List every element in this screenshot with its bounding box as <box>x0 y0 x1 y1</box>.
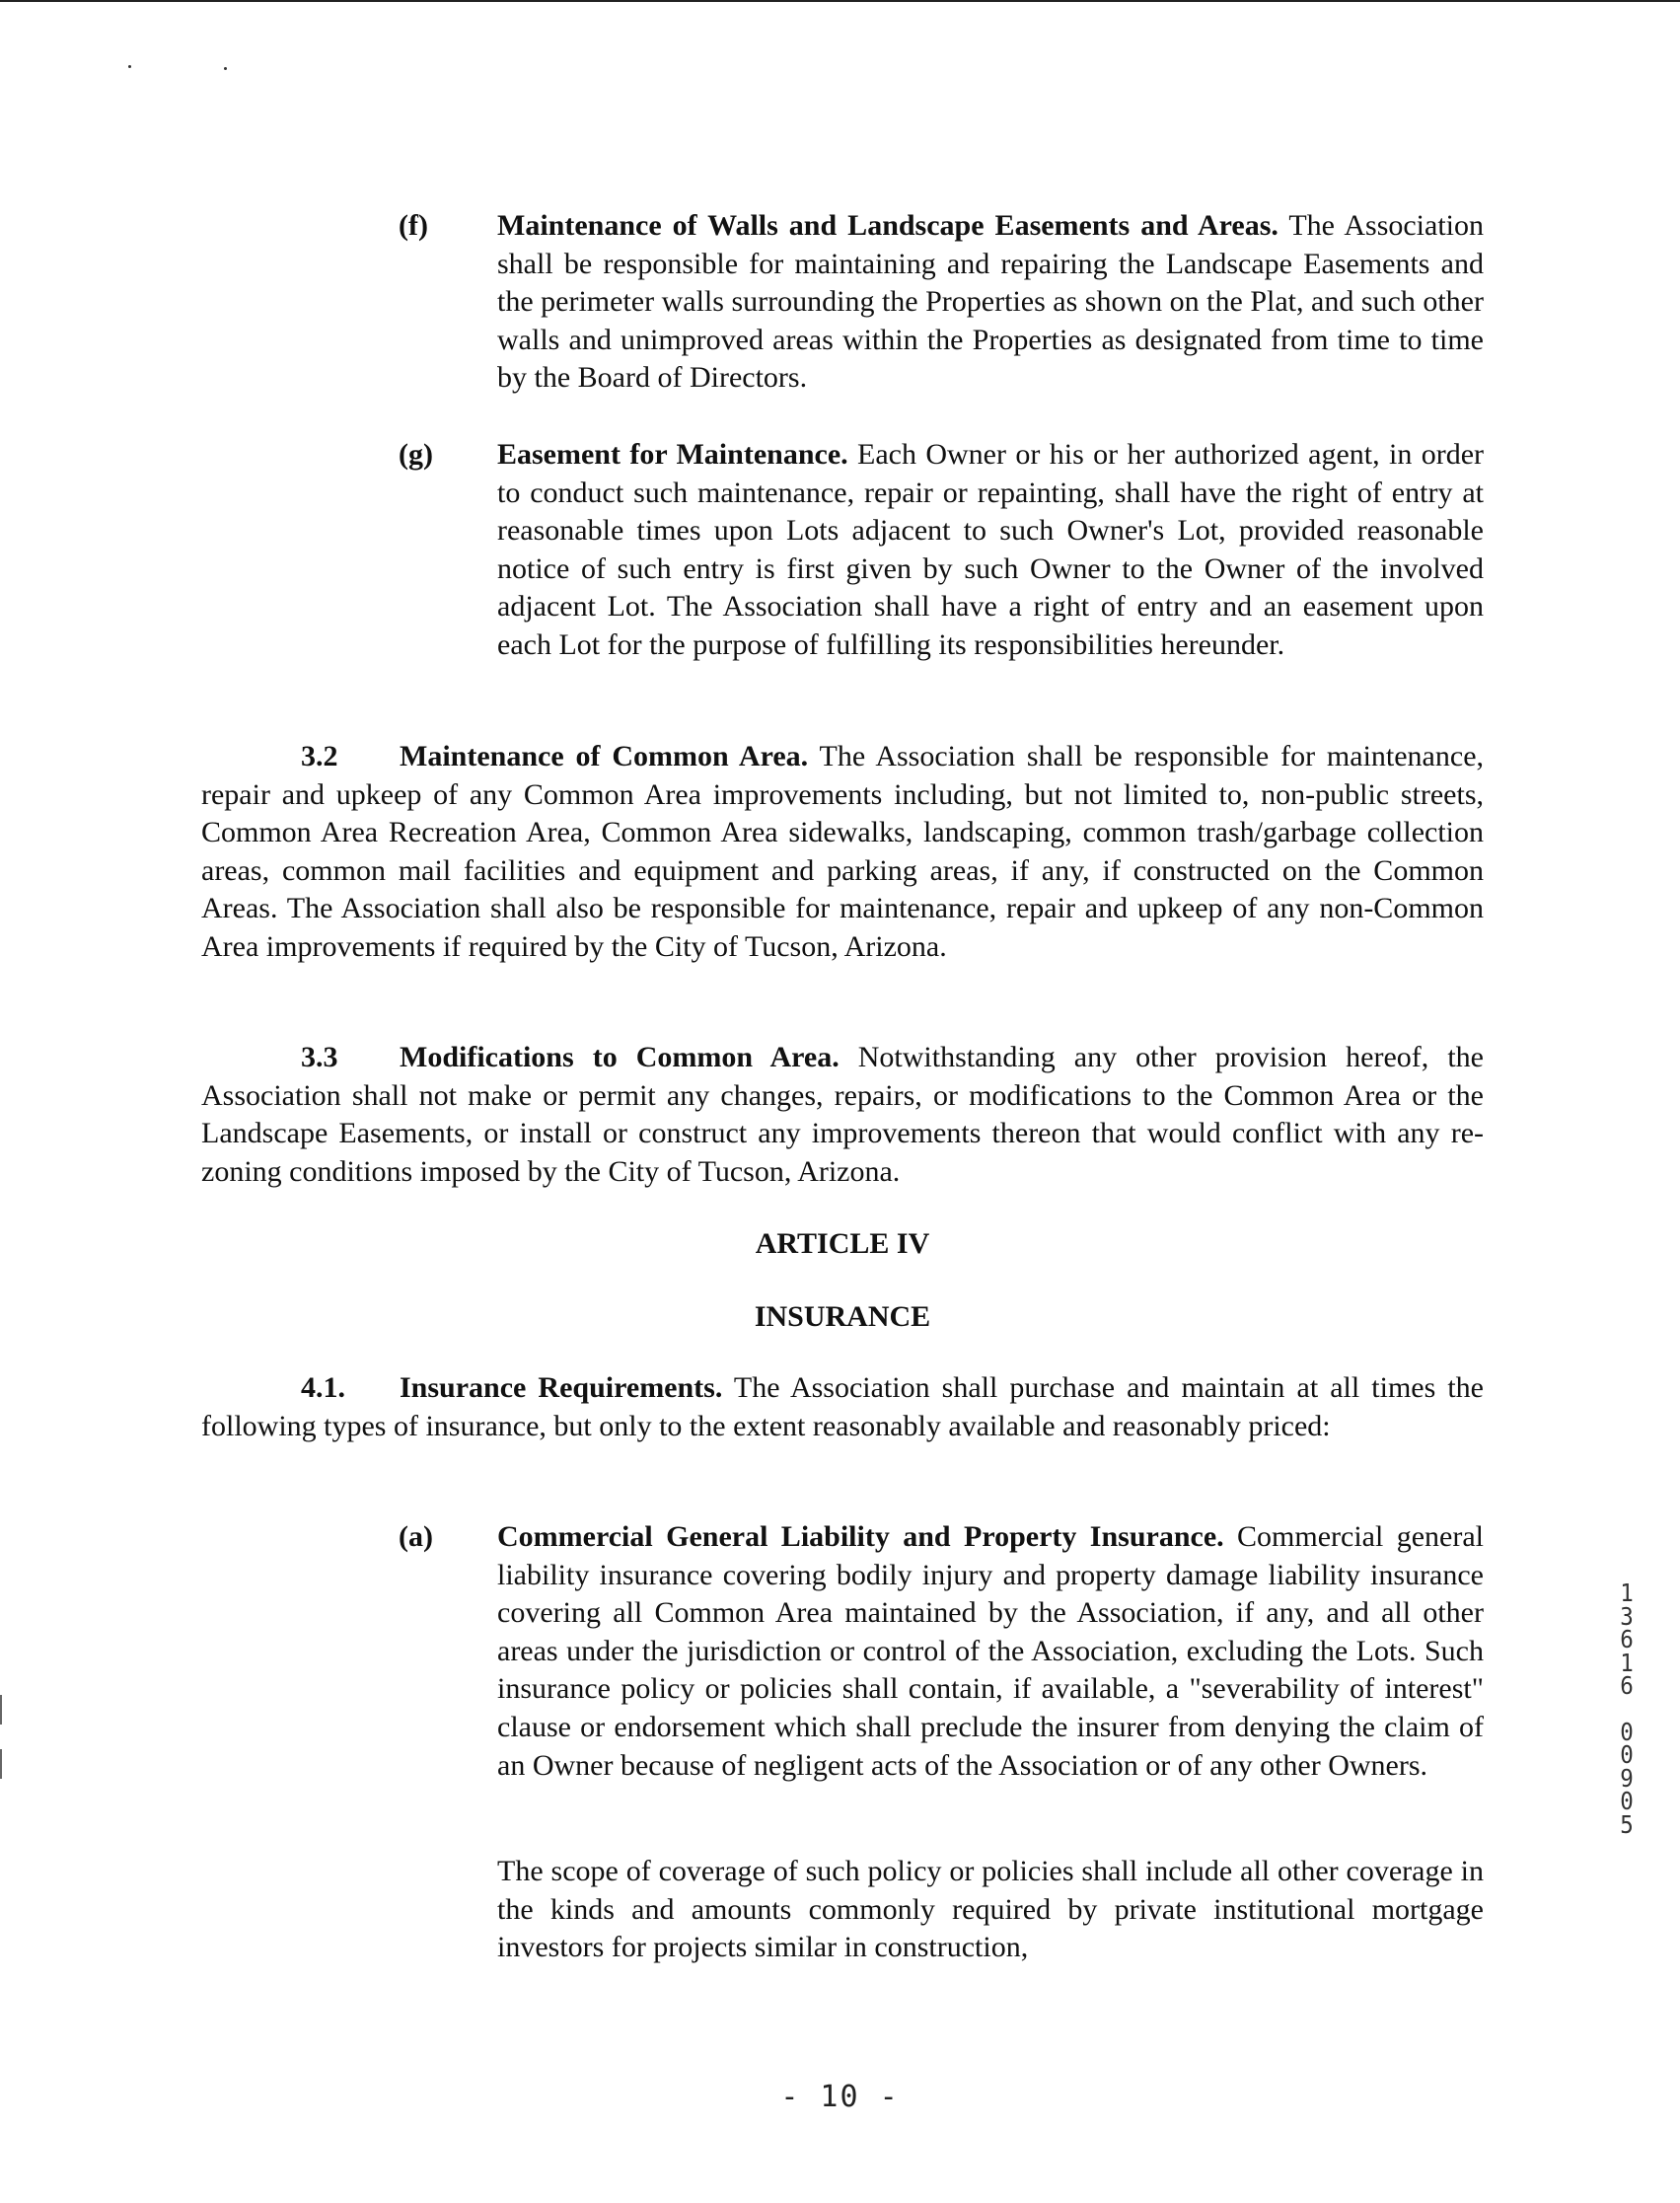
article-heading: ARTICLE IV <box>755 1227 930 1260</box>
section-text: The Association shall be responsible for maintenance, repair and upkeep of any Common Area improvements including, but not limited to, non-public streets, Common Area Recreation Area, Common Area sidewalks, landscaping, common trash/garbage collection areas, common mail facilities and equipment and parking areas, if any, if constructed on the Common Areas. The Association shall also be responsible for maintenance, repair and upkeep of any non-Common Area improvements if required by the City of Tucson, Arizona. <box>201 740 1485 963</box>
subsection-title: Easement for Maintenance. <box>497 438 848 471</box>
section-title: Modifications to Common Area. <box>400 1041 840 1073</box>
scan-edge-line <box>0 0 1680 2</box>
subsection-body <box>497 436 1484 665</box>
recording-digit: 0 <box>1620 1717 1634 1746</box>
section-text: Notwithstanding any other provision hereof, the Association shall not make or permit any changes, repairs, or modifications to the Common Area or the Landscape Easements, or install or construct any improvements thereon that would conflict with any re-zoning conditions imposed by the City of Tucson, Arizona. <box>201 1041 1484 1188</box>
coverage-paragraph: The scope of coverage of such policy or policies shall include all other coverage in the kinds and amounts commonly required by private institutional mortgage investors for projects similar in construction, <box>497 1855 1484 1964</box>
subsection-title: Commercial General Liability and Property Insurance. <box>497 1520 1224 1553</box>
recording-digit: 0 <box>1620 1787 1634 1815</box>
section-title: Insurance Requirements. <box>400 1371 723 1404</box>
section-number: 3.2 <box>301 740 338 772</box>
recording-digit: 5 <box>1620 1809 1634 1839</box>
subsection-label: (f) <box>399 209 428 242</box>
recording-digit: 6 <box>1620 1671 1634 1700</box>
section-title: Maintenance of Common Area. <box>400 740 809 772</box>
section-3-3 <box>201 1039 1484 1191</box>
section-text: The Association shall purchase and maintain at all times the following types of insurance, but only to the extent reasonably available and reasonably priced: <box>201 1371 1485 1442</box>
subsection-text: Commercial general liability insurance covering bodily injury and property damage liability insurance covering all Common Area maintained by the Association, if any, and all other areas under the jurisdiction or control of the Association, excluding the Lots. Such insurance policy or policies shall contain, if available, a "severability of interest" clause or endorsement which shall preclude the insurer from denying the claim of an Owner because of negligent acts of the Association or of any other Owners. <box>497 1520 1485 1782</box>
subsection-label: (g) <box>399 438 433 471</box>
section-number: 4.1. <box>301 1371 345 1404</box>
recording-digit: 0 <box>1620 1740 1634 1769</box>
subsection-g <box>399 436 1484 665</box>
article-subheading: INSURANCE <box>754 1300 931 1333</box>
subsection-body <box>497 1518 1484 1785</box>
scan-speck <box>224 67 227 70</box>
recording-digit: 6 <box>1620 1625 1634 1653</box>
recording-digit: 1 <box>1620 1648 1634 1677</box>
subsection-text: Each Owner or his or her authorized agent, in order to conduct such maintenance, repair or repainting, shall have the right of entry at reasonable times upon Lots adjacent to such Owner's Lot, provided reasonable notice of such entry is first given by such Owner to the Owner of the involved adjacent Lot. The Association shall have a right of entry and an easement upon each Lot for the purpose of fulfilling its responsibilities hereunder. <box>497 438 1484 661</box>
section-4-1 <box>201 1369 1484 1445</box>
recording-digit: 3 <box>1620 1601 1634 1631</box>
scan-speck <box>128 65 131 68</box>
page-number: - 10 - <box>780 2080 900 2114</box>
section-3-2 <box>201 738 1484 967</box>
subsection-title: Maintenance of Walls and Landscape Easements and Areas. <box>497 209 1278 242</box>
subsection-body <box>497 207 1484 398</box>
recording-digit: 9 <box>1620 1763 1634 1793</box>
subsection-label: (a) <box>399 1520 433 1553</box>
subsection-a <box>399 1518 1484 1785</box>
recording-digit: 1 <box>1620 1579 1634 1607</box>
scan-edge-mark <box>0 1749 2 1779</box>
section-number: 3.3 <box>301 1041 338 1073</box>
subsection-text: The Association shall be responsible for maintaining and repairing the Landscape Easements and the perimeter walls surrounding the Properties as shown on the Plat, and such other walls and unimproved areas within the Properties as designated from time to time by the Board of Directors. <box>497 209 1485 395</box>
recording-number <box>1615 1579 1638 1839</box>
scan-edge-mark <box>0 1695 2 1725</box>
subsection-f <box>399 207 1484 398</box>
